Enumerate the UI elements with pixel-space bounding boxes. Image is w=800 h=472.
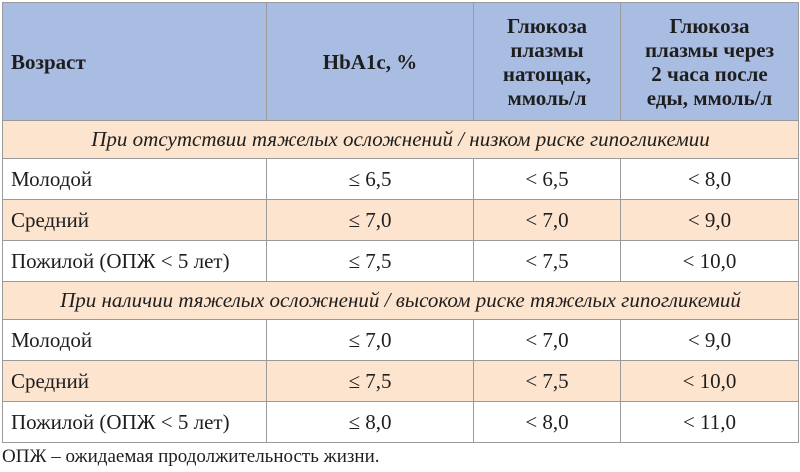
header-post-line: Глюкоза	[669, 13, 750, 38]
header-postprandial-glucose	[621, 3, 799, 121]
header-fasting-line: натощак,	[502, 61, 592, 86]
cell-age: Молодой	[3, 320, 267, 361]
cell-hba1c: ≤ 7,5	[267, 241, 474, 282]
cell-post: < 10,0	[621, 241, 799, 282]
cell-hba1c: ≤ 7,0	[267, 200, 474, 241]
cell-age: Пожилой (ОПЖ < 5 лет)	[3, 402, 267, 443]
cell-post: < 9,0	[621, 200, 799, 241]
cell-fasting: < 7,5	[474, 241, 621, 282]
table-header-row	[3, 3, 799, 121]
cell-age: Пожилой (ОПЖ < 5 лет)	[3, 241, 267, 282]
cell-fasting: < 8,0	[474, 402, 621, 443]
section-title: При наличии тяжелых осложнений / высоком риске тяжелых гипогликемий	[3, 282, 799, 320]
header-fasting-line: ммоль/л	[507, 85, 587, 110]
table-row	[3, 241, 799, 282]
cell-hba1c: ≤ 8,0	[267, 402, 474, 443]
cell-post: < 10,0	[621, 361, 799, 402]
table-row	[3, 159, 799, 200]
cell-fasting: < 6,5	[474, 159, 621, 200]
footnote: ОПЖ – ожидаемая продолжительность жизни.	[2, 446, 380, 467]
cell-fasting: < 7,0	[474, 200, 621, 241]
table-row	[3, 361, 799, 402]
table-row	[3, 402, 799, 443]
section-row	[3, 121, 799, 159]
header-hba1c: HbA1c, %	[267, 3, 474, 121]
table-row	[3, 200, 799, 241]
cell-post: < 9,0	[621, 320, 799, 361]
cell-post: < 8,0	[621, 159, 799, 200]
header-age: Возраст	[3, 3, 267, 121]
cell-hba1c: ≤ 7,5	[267, 361, 474, 402]
header-post-line: еды, ммоль/л	[646, 85, 773, 110]
section-row	[3, 282, 799, 320]
header-post-line: 2 часа после	[651, 61, 768, 86]
header-fasting-line: Глюкоза	[506, 13, 588, 38]
cell-hba1c: ≤ 7,0	[267, 320, 474, 361]
header-fasting-glucose	[474, 3, 621, 121]
header-post-line: плазмы через	[644, 37, 775, 62]
cell-fasting: < 7,5	[474, 361, 621, 402]
glycemic-targets-table	[2, 2, 799, 443]
cell-fasting: < 7,0	[474, 320, 621, 361]
cell-post: < 11,0	[621, 402, 799, 443]
cell-age: Средний	[3, 361, 267, 402]
cell-age: Средний	[3, 200, 267, 241]
cell-age: Молодой	[3, 159, 267, 200]
section-title: При отсутствии тяжелых осложнений / низком риске гипогликемии	[3, 121, 799, 159]
table-row	[3, 320, 799, 361]
header-fasting-line: плазмы	[510, 37, 584, 62]
cell-hba1c: ≤ 6,5	[267, 159, 474, 200]
